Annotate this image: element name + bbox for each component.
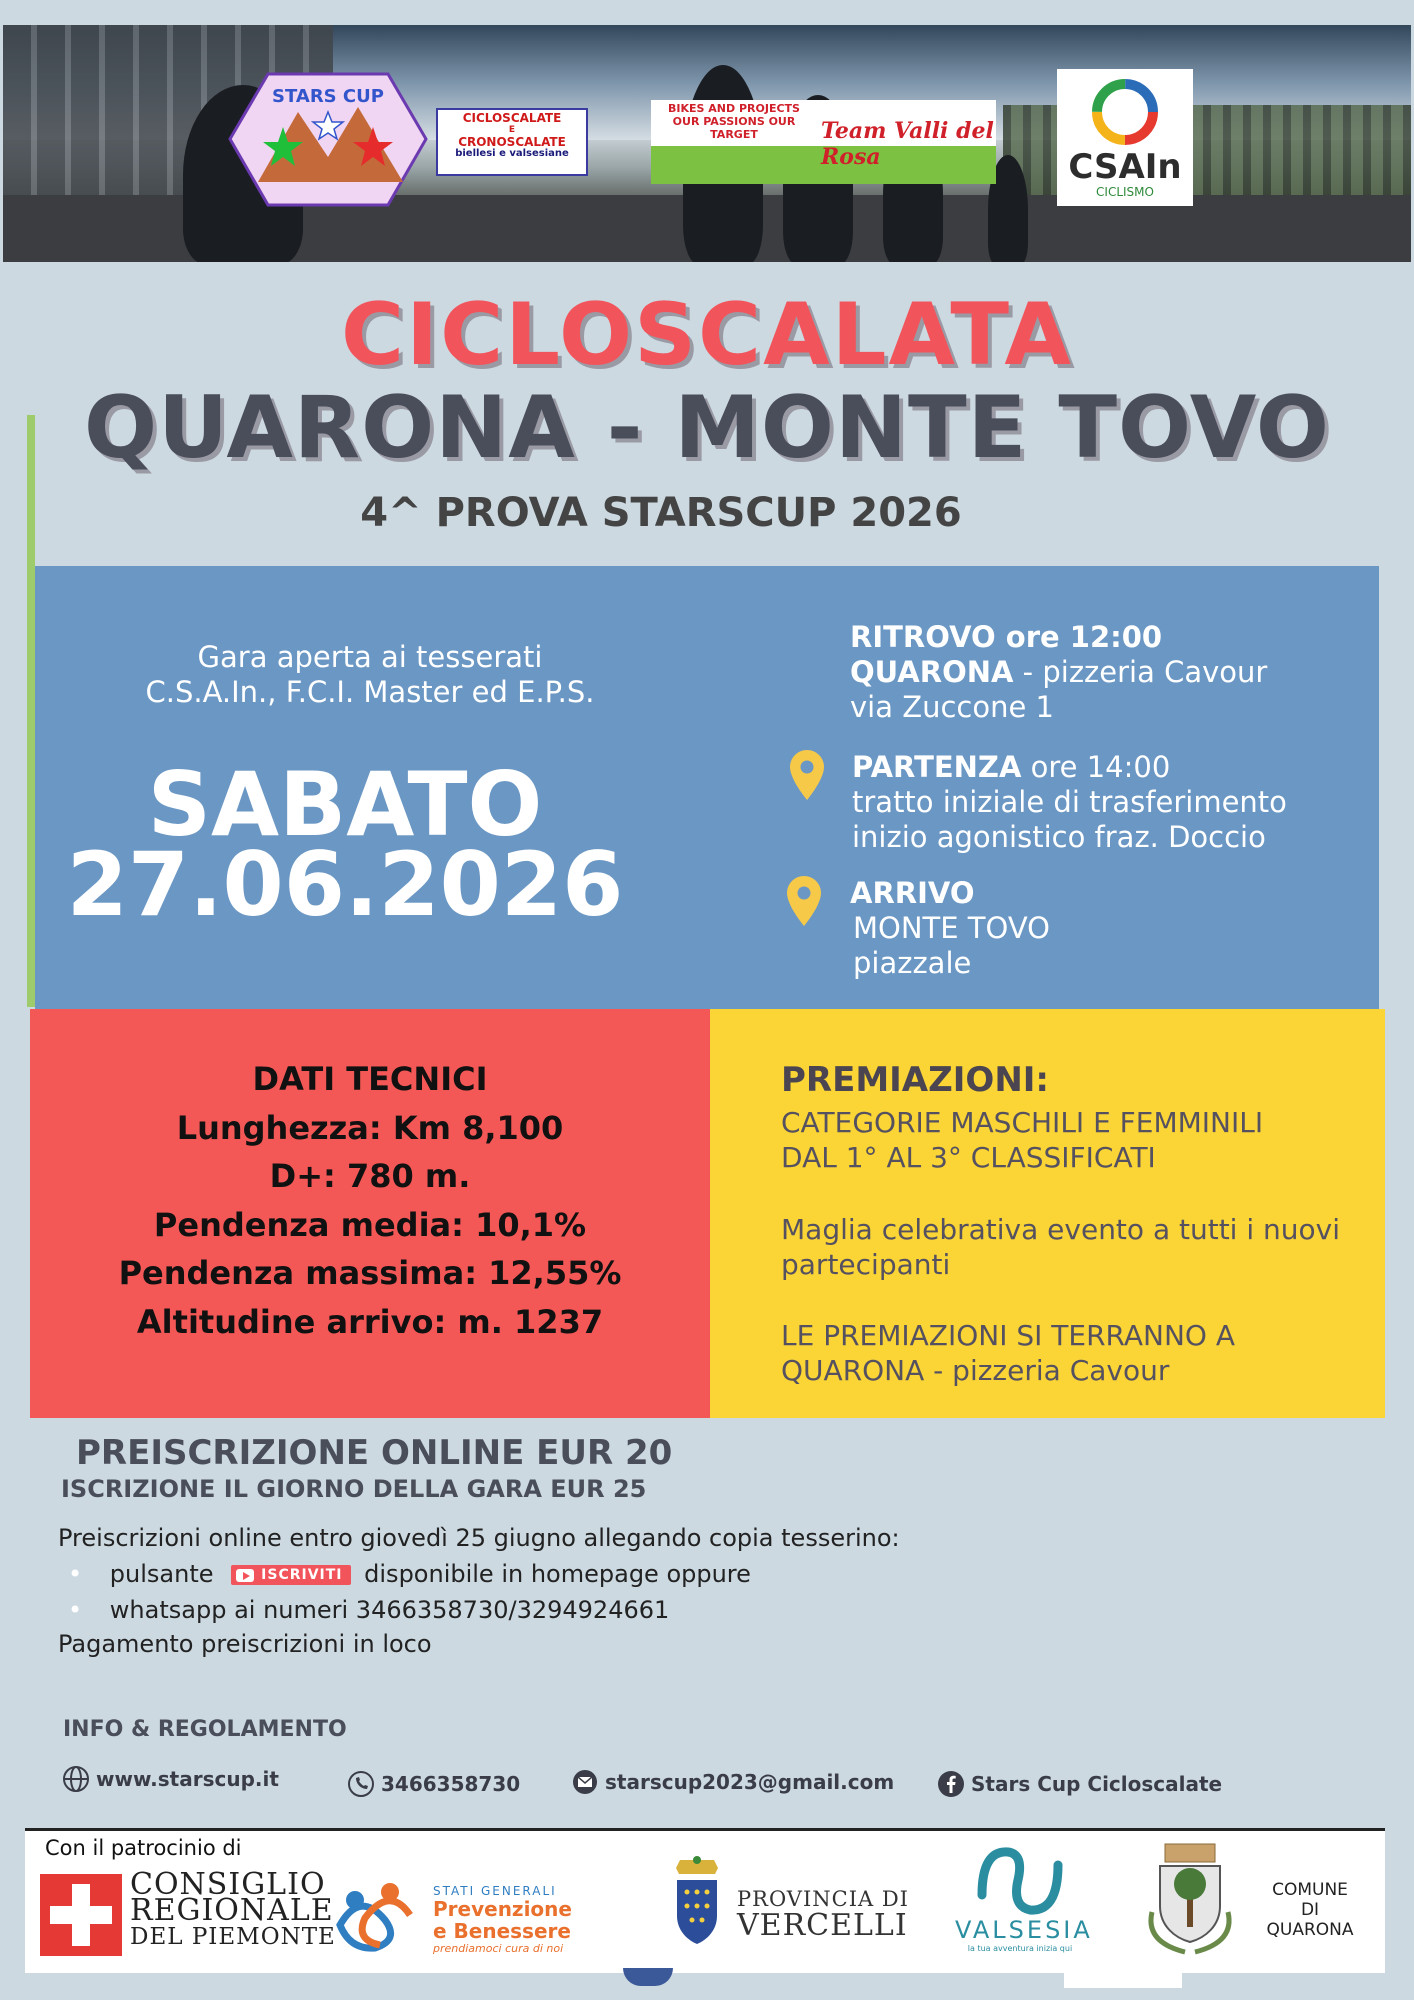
prizes-p2-line1: Maglia celebrativa evento a tutti i nuovi [781,1213,1341,1246]
cicloscalate-line2: E [508,125,516,135]
consiglio-regionale-logo [130,1867,336,1950]
consiglio-line2: REGIONALE [130,1893,334,1928]
email-text: starscup2023@gmail.com [605,1770,895,1794]
bullet1-pre: pulsante [109,1560,214,1588]
website-text: www.starscup.it [96,1767,279,1791]
partial-facebook-icon [623,1968,673,1986]
website-link[interactable] [62,1765,279,1793]
globe-icon [62,1765,90,1793]
arrivo-info [850,876,1050,981]
prizes-p1-line1: CATEGORIE MASCHILI E FEMMINILI [781,1106,1264,1139]
technical-title: DATI TECNICI [252,1060,488,1098]
registration-bullet-2 [68,1596,669,1624]
cicloscalate-line3: CRONOSCALATE [458,135,566,149]
arrivo-line3: piazzale [853,946,972,980]
comune-quarona-logo [1245,1880,1375,1940]
bullet1-post: disponibile in homepage oppure [364,1560,751,1588]
provincia-line1: PROVINCIA DI [737,1887,909,1911]
prizes-p3-line2: QUARONA - pizzeria Cavour [781,1354,1170,1387]
provincia-line2: VERCELLI [737,1908,908,1943]
team-name: Team Valli del Rosa [821,118,994,170]
cicloscalate-line4: biellesi e valsesiane [455,148,569,159]
comune-line1: COMUNE [1272,1880,1348,1900]
partial-crest [1064,1966,1182,1988]
gara-line1: Gara aperta ai tesserati [197,640,543,674]
arrivo-line2: MONTE TOVO [853,911,1050,945]
cicloscalate-box [436,108,588,176]
technical-line: Altitudine arrivo: m. 1237 [136,1302,604,1341]
quarona-crest-icon [1140,1842,1240,1960]
partenza-info [852,750,1287,855]
patrocinio-label: Con il patrocinio di [45,1836,242,1860]
stars-cup-logo-text: STARS CUP [272,86,384,107]
provincia-vercelli-logo [737,1887,909,1941]
ritrovo-info [850,620,1267,725]
technical-line: Pendenza media: 10,1% [153,1205,587,1244]
partenza-line3: inizio agonistico fraz. Doccio [852,820,1266,854]
team-slogan: BIKES AND PROJECTS OUR PASSIONS OUR TARGET [668,102,800,141]
team-valli-del-rosa-logo [651,100,996,184]
event-day: SABATO [147,753,543,856]
info-title: INFO & REGOLAMENTO [63,1717,347,1742]
facebook-text: Stars Cup Cicloscalate [971,1772,1223,1796]
gara-text [80,640,660,710]
csain-name: CSAIn [1068,147,1182,187]
prizes-location [781,1318,1341,1388]
registration-payment: Pagamento preiscrizioni in loco [58,1630,432,1658]
cicloscalate-line1: CICLOSCALATE [462,111,562,125]
sg-line2: Prevenzione [433,1897,572,1921]
event-date-value: 27.06.2026 [66,833,624,936]
consiglio-line1: CONSIGLIO [130,1867,326,1902]
phone-icon [347,1770,375,1798]
accent-bar [27,415,35,1007]
preregistration-price: PREISCRIZIONE ONLINE EUR 20 [76,1433,673,1473]
technical-line: Lunghezza: Km 8,100 [176,1108,564,1147]
csain-swirl-icon [1090,77,1160,147]
sg-line3: e Benessere [433,1919,571,1943]
vercelli-shield-icon [672,1856,722,1948]
technical-line: D+: 780 m. [269,1157,471,1195]
onsite-registration-price: ISCRIZIONE IL GIORNO DELLA GARA EUR 25 [61,1475,647,1503]
technical-line: Pendenza massima: 12,55% [118,1254,622,1292]
csain-sub: CICLISMO [1096,185,1154,199]
ritrovo-address: via Zuccone 1 [850,690,1054,724]
stati-generali-icon [330,1870,420,1955]
prizes-shirt [781,1212,1341,1282]
comune-line2: DI [1300,1900,1320,1920]
prizes-p2-line2: partecipanti [781,1248,951,1281]
gara-line2: C.S.A.In., F.C.I. Master ed E.P.S. [145,675,595,709]
piemonte-flag-icon [40,1874,122,1956]
arrivo-pin-icon [787,876,821,926]
partenza-pin-icon [790,750,824,800]
prizes-categories [781,1105,1341,1175]
phone-text: 3466358730 [381,1772,521,1796]
facebook-icon [937,1770,965,1798]
arrivo-label: ARRIVO [850,876,975,910]
facebook-link[interactable] [937,1770,1222,1798]
ritrovo-place-rest: - pizzeria Cavour [1013,655,1268,689]
stati-generali-logo [433,1884,572,1955]
csain-logo [1057,69,1193,206]
valsesia-sub: la tua avventura inizia qui [967,1944,1073,1953]
technical-data [30,1055,710,1346]
bullet2-text: whatsapp ai numeri 3466358730/3294924661 [109,1596,670,1624]
subtitle: 4^ PROVA STARSCUP 2026 [360,490,962,536]
title-line2: QUARONA - MONTE TOVO [84,378,1330,478]
phone-link[interactable] [347,1770,520,1798]
sg-line4: prendiamoci cura di noi [433,1942,564,1955]
valsesia-text: VALSESIA [955,1916,1093,1944]
ritrovo-label: RITROVO ore 12:00 [850,620,1163,654]
prizes-title: PREMIAZIONI: [781,1060,1050,1100]
ritrovo-place-bold: QUARONA [850,655,1014,689]
comune-line3: QUARONA [1266,1920,1354,1940]
bullet-dot: • [68,1596,83,1624]
partenza-time: ore 14:00 [1021,750,1171,784]
title-line1: CICLOSCALATA [341,285,1073,385]
registration-bullet-1 [68,1560,751,1588]
iscriviti-button[interactable]: ISCRIVITI [231,1565,350,1585]
email-link[interactable] [571,1768,894,1796]
registration-intro: Preiscrizioni online entro giovedì 25 giugno allegando copia tesserino: [58,1524,900,1552]
sg-line1: STATI GENERALI [433,1884,557,1898]
consiglio-line3: DEL PIEMONTE [130,1924,336,1950]
prizes-p3-line1: LE PREMIAZIONI SI TERRANNO A [781,1319,1236,1352]
event-date [45,753,645,936]
stars-cup-logo [228,72,428,207]
partenza-line2: tratto iniziale di trasferimento [852,785,1287,819]
mail-icon [571,1768,599,1796]
partenza-label: PARTENZA [852,750,1022,784]
bullet-dot: • [68,1560,83,1588]
prizes-p1-line2: DAL 1° AL 3° CLASSIFICATI [781,1141,1156,1174]
